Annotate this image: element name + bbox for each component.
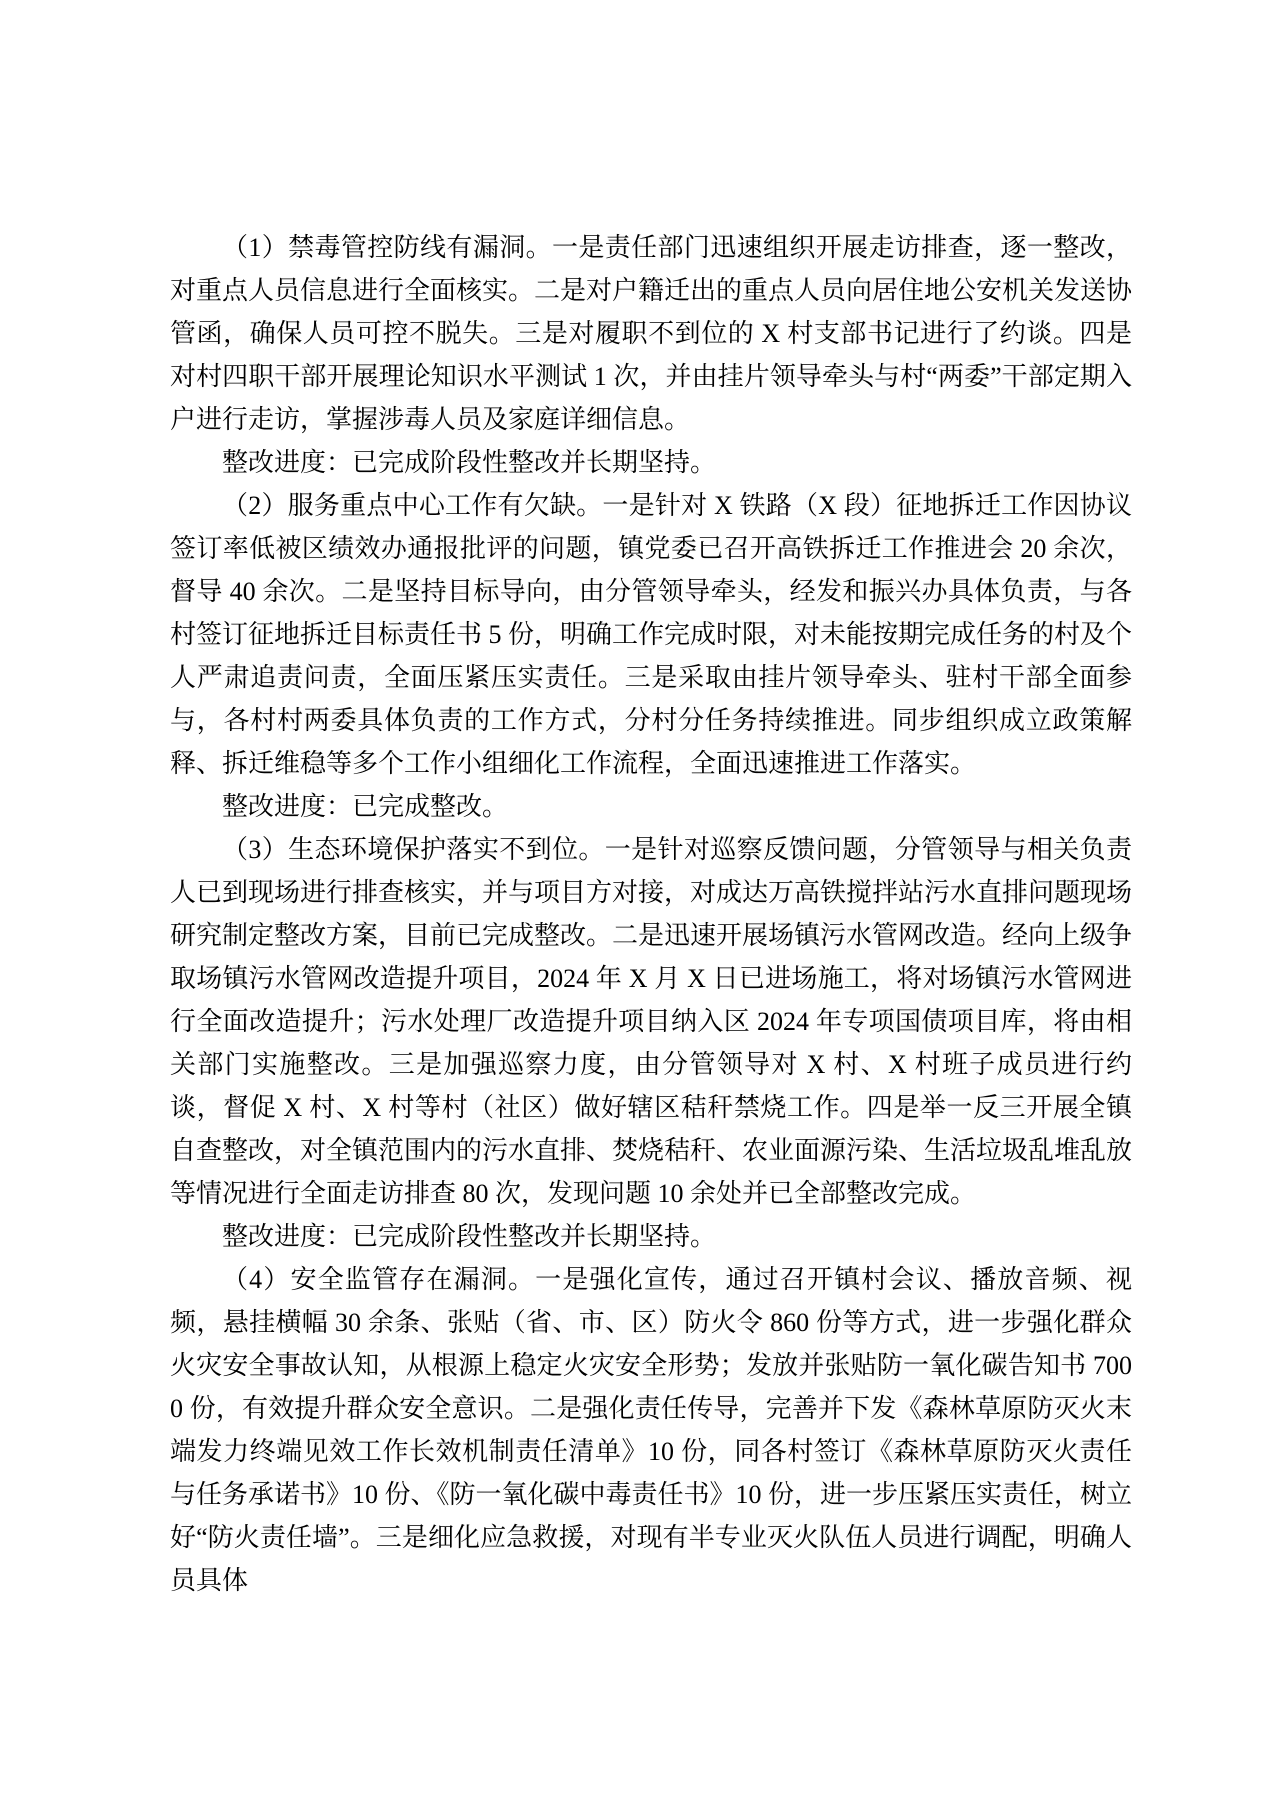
- paragraph-issue-1: （1）禁毒管控防线有漏洞。一是责任部门迅速组织开展走访排查，逐一整改，对重点人员信息进行全面核实。二是对户籍迁出的重点人员向居住地公安机关发送协管函，确保人员可控不脱失。三是对履职不到位的 X 村支部书记进行了约谈。四是对村四职干部开展理论知识水平测试 1 次，并由挂片领导牵头与村“两委”干部定期入户进行走访，掌握涉毒人员及家庭详细信息。: [170, 233, 1133, 434]
- paragraph-progress-2: 整改进度：已完成整改。: [222, 792, 509, 821]
- paragraph-issue-3: （3）生态环境保护落实不到位。一是针对巡察反馈问题，分管领导与相关负责人已到现场进行排查核实，并与项目方对接，对成达万高铁搅拌站污水直排问题现场研究制定整改方案，目前已完成整改。二是迅速开展场镇污水管网改造。经向上级争取场镇污水管网改造提升项目，2024 年 X 月 X 日已进场施工，将对场镇污水管网进行全面改造提升；污水处理厂改造提升项目纳入区 2024 年专项国债项目库，将由相关部门实施整改。三是加强巡察力度，由分管领导对 X 村、X 村班子成员进行约谈，督促 X 村、X 村等村（社区）做好辖区秸秆禁烧工作。四是举一反三开展全镇自查整改，对全镇范围内的污水直排、焚烧秸秆、农业面源污染、生活垃圾乱堆乱放等情况进行全面走访排查 80 次，发现问题 10 余处并已全部整改完成。: [170, 835, 1133, 1208]
- paragraph-issue-4: （4）安全监管存在漏洞。一是强化宣传，通过召开镇村会议、播放音频、视频，悬挂横幅 30 余条、张贴（省、市、区）防火令 860 份等方式，进一步强化群众火灾安全事故认知，从根源上稳定火灾安全形势；发放并张贴防一氧化碳告知书 7000 份，有效提升群众安全意识。二是强化责任传导，完善并下发《森林草原防灭火末端发力终端见效工作长效机制责任清单》10 份，同各村签订《森林草原防灭火责任与任务承诺书》10 份、《防一氧化碳中毒责任书》10 份，进一步压紧压实责任，树立好“防火责任墙”。三是细化应急救援，对现有半专业灭火队伍人员进行调配，明确人员具体: [170, 1265, 1133, 1595]
- paragraph-progress-3: 整改进度：已完成阶段性整改并长期坚持。: [222, 1222, 717, 1251]
- paragraph-issue-2: （2）服务重点中心工作有欠缺。一是针对 X 铁路（X 段）征地拆迁工作因协议签订率低被区绩效办通报批评的问题，镇党委已召开高铁拆迁工作推进会 20 余次，督导 40 余次。二是坚持目标导向，由分管领导牵头，经发和振兴办具体负责，与各村签订征地拆迁目标责任书 5 份，明确工作完成时限，对未能按期完成任务的村及个人严肃追责问责，全面压紧压实责任。三是采取由挂片领导牵头、驻村干部全面参与，各村村两委具体负责的工作方式，分村分任务持续推进。同步组织成立政策解释、拆迁维稳等多个工作小组细化工作流程，全面迅速推进工作落实。: [170, 491, 1133, 778]
- document-body: [170, 226, 1132, 1602]
- paragraph-progress-1: 整改进度：已完成阶段性整改并长期坚持。: [222, 448, 717, 477]
